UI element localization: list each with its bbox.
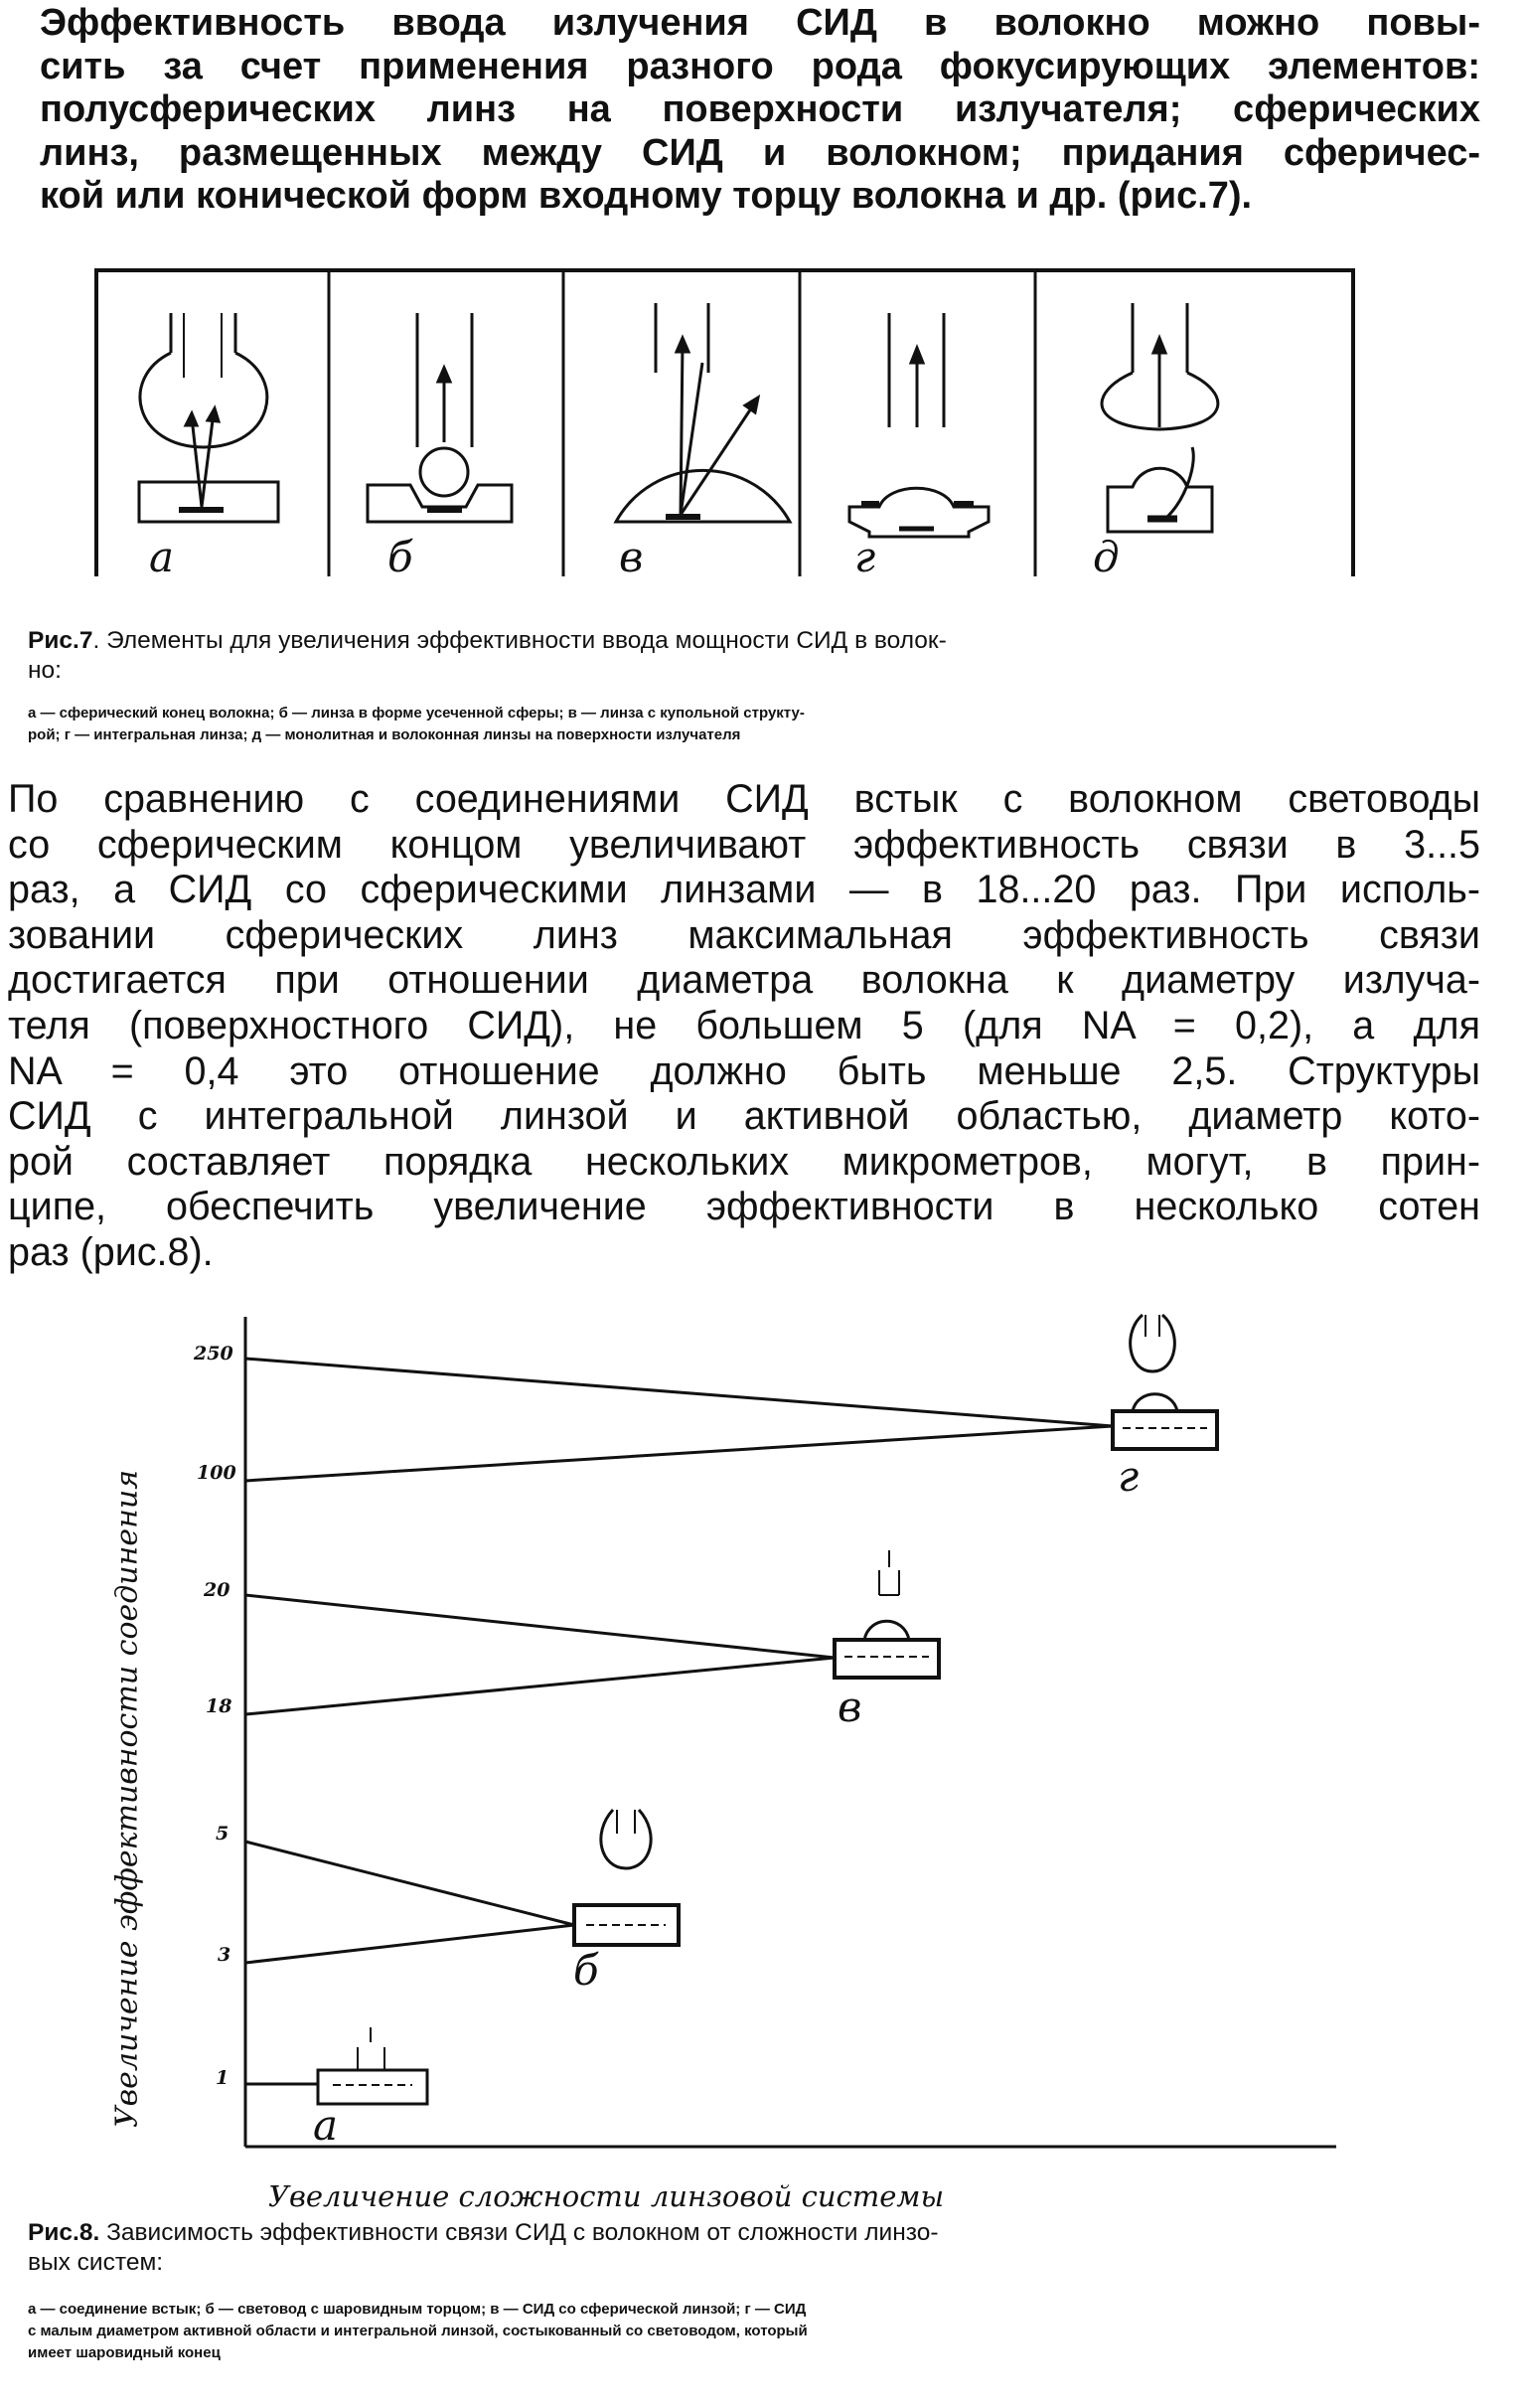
figure-7-legend — [28, 703, 1439, 746]
text-line: достигается при отношении диаметра волокна к диаметру излуча- — [8, 958, 1480, 1003]
figure-7-caption — [28, 626, 1359, 686]
legend-line: с малым диаметром активной области и интегральной линзой, состыкованный со световодом, который — [28, 2323, 808, 2339]
legend-line: а — соединение встык; б — световод с шаровидным торцом; в — СИД со сферической линзой; г — СИД — [28, 2301, 807, 2318]
text-line: полусферических линз на поверхности излучателя; сферических — [40, 88, 1480, 130]
panel-label-c: в — [619, 533, 644, 576]
figure-8-diagram — [94, 1297, 1346, 2162]
tick-label: 3 — [218, 1944, 231, 1966]
device-label-c: в — [838, 1683, 862, 1731]
body-paragraph — [8, 777, 1480, 1276]
intro-paragraph — [40, 2, 1480, 219]
text-line: раз, а СИД со сферическими линзами — в 18...20 раз. При исполь- — [8, 868, 1480, 912]
range-line — [245, 1359, 1113, 1426]
figure-8-legend — [28, 2299, 1439, 2364]
panel-e-monolithic-lenses — [1102, 303, 1218, 532]
range-line — [245, 1842, 574, 1925]
text-line: По сравнению с соединениями СИД встык с волокном световоды — [8, 777, 1480, 821]
caption-title-cont: но: — [28, 657, 62, 684]
device-c-spherical-lens-led — [835, 1550, 939, 1678]
device-label-d: г — [1118, 1452, 1140, 1501]
legend-line: а — сферический конец волокна; б — линза в форме усеченной сферы; в — линза с купольной структу- — [28, 705, 805, 722]
panel-a-spherical-fiber-end — [139, 313, 278, 522]
figure-7-diagram — [94, 268, 1436, 576]
caption-number: Рис.8. — [28, 2219, 100, 2246]
panel-label-e: д — [1093, 533, 1120, 576]
panel-c-dome-lens — [616, 303, 790, 522]
tick-label: 250 — [194, 1343, 233, 1365]
tick-label: 100 — [197, 1462, 236, 1484]
device-b-ball-ended-fiber — [574, 1810, 679, 1945]
text-line: со сферическим концом увеличивают эффективность связи в 3...5 — [8, 822, 1480, 867]
text-line: ципе, обеспечить увеличение эффективности в несколько сотен — [8, 1185, 1480, 1229]
panel-b-truncated-sphere-lens — [368, 313, 512, 522]
device-label-b: б — [573, 1946, 599, 1995]
device-d-integral-lens-led — [1113, 1315, 1217, 1449]
caption-title: . Элементы для увеличения эффективности ввода мощности СИД в волок- — [92, 627, 947, 654]
tick-label: 20 — [204, 1579, 230, 1601]
caption-title: Зависимость эффективности связи СИД с волокном от сложности линзо- — [99, 2219, 939, 2246]
text-line: сить за счет применения разного рода фокусирующих элементов: — [40, 45, 1480, 87]
tick-label: 1 — [216, 2067, 229, 2089]
panel-d-integral-lens — [849, 313, 989, 537]
text-line: кой или конической форм входному торцу волокна и др. (рис.7). — [40, 175, 1253, 217]
panel-label-b: б — [387, 533, 413, 576]
text-line: СИД с интегральной линзой и активной областью, диаметр кото- — [8, 1094, 1480, 1139]
text-line: рой составляет порядка нескольких микрометров, могут, в прин- — [8, 1139, 1480, 1184]
device-a-butt-joint — [318, 2027, 427, 2104]
range-line — [245, 1426, 1113, 1481]
legend-line: имеет шаровидный конец — [28, 2344, 221, 2361]
panel-label-d: г — [854, 533, 876, 576]
text-line: линз, размещенных между СИД и волокном; придания сферичес- — [40, 131, 1480, 174]
text-line: раз (рис.8). — [8, 1229, 214, 1274]
range-line — [245, 1925, 574, 1963]
tick-label: 5 — [216, 1823, 229, 1845]
text-line: зовании сферических линз максимальная эффективность связи — [8, 912, 1480, 957]
text-line: Эффективность ввода излучения СИД в волокно можно повы- — [40, 2, 1480, 44]
range-line — [245, 1658, 835, 1714]
figure-8-caption — [28, 2218, 1359, 2278]
tick-label: 18 — [206, 1695, 232, 1717]
caption-number: Рис.7 — [28, 627, 93, 654]
legend-line: рой; г — интегральная линза; д — монолитная и волоконная линзы на поверхности излучателя — [28, 726, 741, 743]
text-line: NA = 0,4 это отношение должно быть меньше 2,5. Структуры — [8, 1048, 1480, 1093]
figure-8-y-axis-label: Увеличение эффективности соединения — [109, 1469, 145, 2129]
range-line — [245, 1595, 835, 1658]
figure-8-x-axis-label: Увеличение сложности линзовой системы — [268, 2179, 945, 2213]
caption-title-cont: вых систем: — [28, 2249, 164, 2276]
panel-label-a: а — [149, 533, 175, 576]
text-line: теля (поверхностного СИД), не большем 5 (для NA = 0,2), а для — [8, 1003, 1480, 1047]
device-label-a: а — [313, 2101, 339, 2150]
